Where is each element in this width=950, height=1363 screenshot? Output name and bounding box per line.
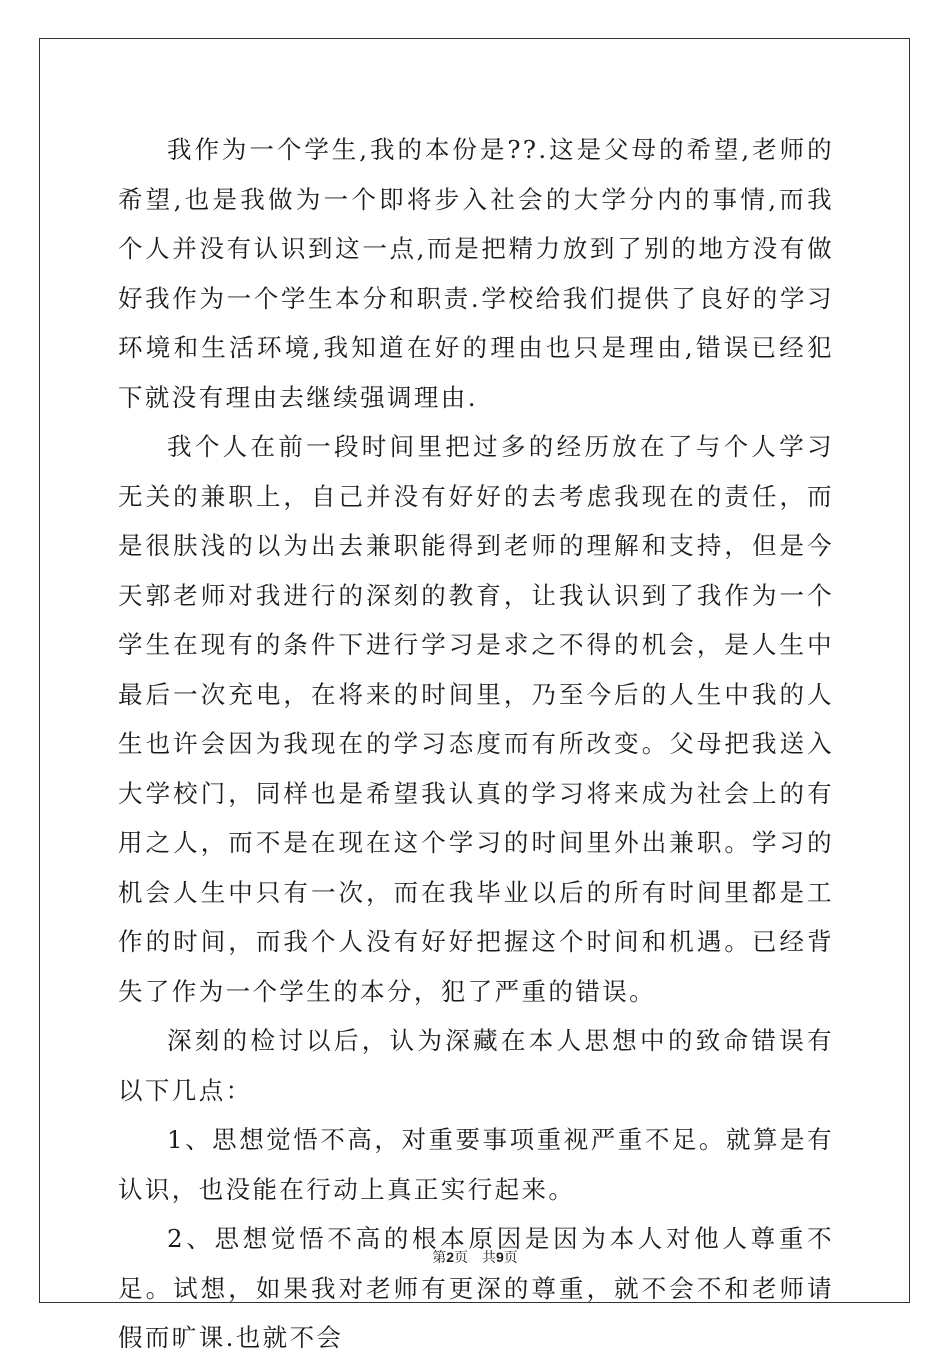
current-page: 2 [446,1249,454,1265]
page-number [432,1250,468,1266]
paragraph-4: 1、思想觉悟不高，对重要事项重视严重不足。就算是有认识，也没能在行动上真正实行起来。 [118,1125,834,1204]
paragraph-1: 我作为一个学生,我的本份是??.这是父母的希望,老师的希望,也是我做为一个即将步入社会的大学分内的事情,而我个人并没有认识到这一点,而是把精力放到了别的地方没有做好我作为一个学生本分和职责.学校给我们提供了良好的学习环境和生活环境,我知道在好的理由也只是理由,错误已经犯下就没有理由去继续强调理由. [118,135,834,412]
document-body [118,125,834,1363]
total-suffix: 页 [503,1250,518,1266]
page-footer [0,1247,950,1267]
paragraph-5: 2、思想觉悟不高的根本原因是因为本人对他人尊重不足。试想，如果我对老师有更深的尊重，就不会不和老师请假而旷课.也就不会 [118,1224,834,1352]
paragraph-3: 深刻的检讨以后，认为深藏在本人思想中的致命错误有以下几点： [118,1026,834,1105]
total-pages [482,1250,518,1266]
paragraph-2: 我个人在前一段时间里把过多的经历放在了与个人学习无关的兼职上，自己并没有好好的去考虑我现在的责任，而是很肤浅的以为出去兼职能得到老师的理解和支持，但是今天郭老师对我进行的深刻的教育，让我认识到了我作为一个学生在现有的条件下进行学习是求之不得的机会，是人生中最后一次充电，在将来的时间里，乃至今后的人生中我的人生也许会因为我现在的学习态度而有所改变。父母把我送入大学校门，同样也是希望我认真的学习将来成为社会上的有用之人，而不是在现在这个学习的时间里外出兼职。学习的机会人生中只有一次，而在我毕业以后的所有时间里都是工作的时间，而我个人没有好好把握这个时间和机遇。已经背失了作为一个学生的本分，犯了严重的错误。 [118,432,834,1006]
total-count: 9 [496,1249,504,1265]
page-suffix: 页 [454,1250,468,1266]
page-prefix: 第 [432,1250,447,1266]
total-prefix: 共 [482,1250,496,1266]
